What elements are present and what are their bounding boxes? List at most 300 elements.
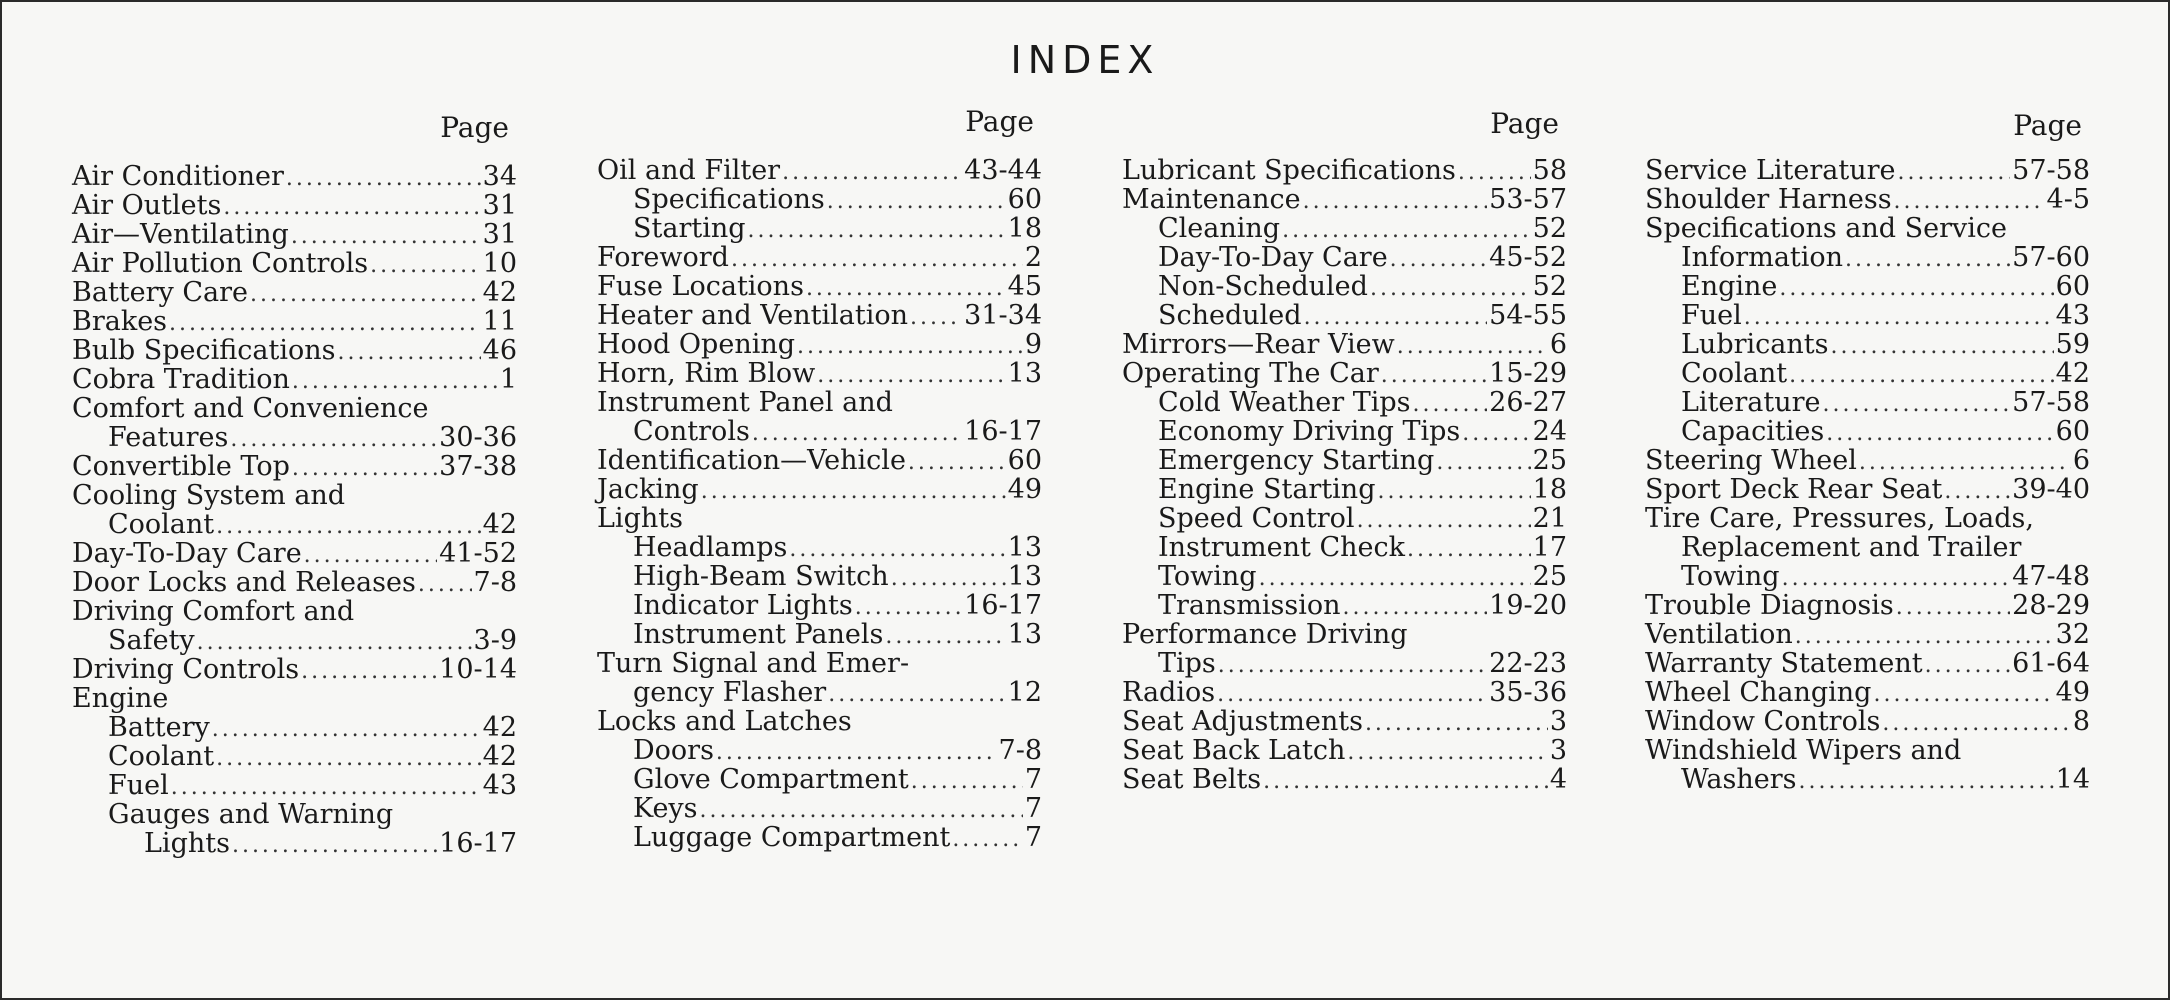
dot-leader — [1347, 738, 1547, 767]
entry-page-number: 43 — [2055, 300, 2090, 331]
dot-leader — [370, 251, 481, 280]
index-entry — [597, 388, 1042, 417]
entry-list — [597, 156, 1042, 852]
index-entry — [1645, 620, 2090, 649]
index-entry — [72, 539, 517, 568]
dot-leader — [748, 216, 1006, 245]
entry-page-number: 12 — [1007, 677, 1042, 708]
index-entry — [1645, 330, 2090, 359]
entry-label: Heater and Ventilation — [597, 300, 909, 331]
index-entry — [72, 307, 517, 336]
dot-leader — [230, 425, 437, 454]
dot-leader — [169, 309, 481, 338]
index-entry — [1645, 649, 2090, 678]
entry-label: Literature — [1681, 387, 1821, 418]
entry-page-number: 9 — [1024, 329, 1042, 360]
entry-label: Lights — [597, 503, 683, 534]
entry-list — [1122, 156, 1567, 794]
index-entry — [1122, 533, 1567, 562]
dot-leader — [1407, 535, 1531, 564]
index-entry — [597, 330, 1042, 359]
entry-label: Window Controls — [1645, 706, 1881, 737]
dot-leader — [701, 477, 1006, 506]
page-column-header: Page — [965, 105, 1034, 138]
entry-label: Keys — [633, 793, 698, 824]
dot-leader — [1217, 680, 1487, 709]
dot-leader — [1859, 448, 2071, 477]
entry-label: Battery — [108, 712, 210, 743]
entry-page-number: 6 — [2072, 445, 2090, 476]
entry-page-number: 57-58 — [2012, 155, 2090, 186]
index-entry — [72, 481, 517, 510]
dot-leader — [908, 448, 1006, 477]
entry-label: Day-To-Day Care — [72, 538, 302, 569]
dot-leader — [1304, 303, 1488, 332]
entry-label: Brakes — [72, 306, 168, 337]
entry-label: Windshield Wipers and — [1645, 735, 1962, 766]
entry-label: Battery Care — [72, 277, 249, 308]
index-entry — [597, 620, 1042, 649]
index-column-2 — [597, 105, 1042, 853]
entry-page-number: 31-34 — [964, 300, 1042, 331]
entry-page-number: 49 — [1007, 474, 1042, 505]
entry-page-number: 10 — [482, 248, 517, 279]
index-entry — [72, 336, 517, 365]
entry-label: Speed Control — [1158, 503, 1355, 534]
entry-page-number: 43 — [482, 770, 517, 801]
entry-page-number: 21 — [1532, 503, 1567, 534]
dot-leader — [827, 187, 1006, 216]
entry-page-number: 2 — [1024, 242, 1042, 273]
entry-list — [72, 162, 517, 858]
dot-leader — [1377, 477, 1530, 506]
dot-leader — [716, 738, 997, 767]
index-entry — [597, 504, 1042, 533]
dot-leader — [1882, 709, 2070, 738]
index-entry — [72, 800, 517, 829]
index-entry — [72, 742, 517, 771]
index-entry — [1122, 562, 1567, 591]
entry-page-number: 34 — [482, 161, 517, 192]
entry-page-number: 39-40 — [2012, 474, 2090, 505]
entry-page-number: 60 — [1007, 445, 1042, 476]
entry-label: Sport Deck Rear Seat — [1645, 474, 1943, 505]
dot-leader — [1282, 216, 1531, 245]
entry-label: Seat Adjustments — [1122, 706, 1363, 737]
entry-label: Turn Signal and Emer- — [597, 648, 910, 679]
entry-label: Indicator Lights — [633, 590, 853, 621]
dot-leader — [1343, 593, 1488, 622]
entry-label: Controls — [633, 416, 750, 447]
entry-label: Shoulder Harness — [1645, 184, 1892, 215]
entry-label: Day-To-Day Care — [1158, 242, 1388, 273]
index-entry — [1122, 156, 1567, 185]
entry-page-number: 61-64 — [2012, 648, 2090, 679]
index-entry — [597, 156, 1042, 185]
index-entry — [1122, 185, 1567, 214]
dot-leader — [1458, 158, 1531, 187]
index-entry — [1645, 736, 2090, 765]
entry-page-number: 16-17 — [439, 828, 517, 859]
index-entry — [1645, 533, 2090, 562]
entry-label: Air Outlets — [72, 190, 222, 221]
entry-label: Cobra Tradition — [72, 364, 290, 395]
entry-page-number: 7 — [1024, 764, 1042, 795]
index-entry — [72, 249, 517, 278]
index-entry — [1122, 272, 1567, 301]
entry-label: Replacement and Trailer — [1681, 532, 2022, 563]
dot-leader — [1263, 767, 1548, 796]
index-entry — [1122, 243, 1567, 272]
dot-leader — [952, 825, 1023, 854]
entry-page-number: 26-27 — [1489, 387, 1567, 418]
dot-leader — [1873, 680, 2053, 709]
index-entry — [72, 713, 517, 742]
index-entry — [597, 678, 1042, 707]
entry-label: Wheel Changing — [1645, 677, 1872, 708]
entry-page-number: 14 — [2055, 764, 2090, 795]
index-entry — [1645, 388, 2090, 417]
dot-leader — [223, 193, 480, 222]
entry-page-number: 42 — [482, 712, 517, 743]
dot-leader — [216, 744, 480, 773]
entry-label: gency Flasher — [633, 677, 827, 708]
index-entry — [72, 568, 517, 597]
entry-label: Jacking — [597, 474, 699, 505]
dot-leader — [806, 274, 1006, 303]
entry-page-number: 7-8 — [998, 735, 1042, 766]
entry-label: Specifications — [633, 184, 825, 215]
entry-page-number: 25 — [1532, 445, 1567, 476]
entry-label: Locks and Latches — [597, 706, 852, 737]
dot-leader — [1462, 419, 1530, 448]
entry-label: Instrument Check — [1158, 532, 1405, 563]
index-entry — [1645, 156, 2090, 185]
index-entry — [72, 365, 517, 394]
entry-page-number: 42 — [2055, 358, 2090, 389]
dot-leader — [197, 628, 472, 657]
entry-label: Starting — [633, 213, 746, 244]
index-entry — [1122, 707, 1567, 736]
entry-list — [1645, 156, 2090, 794]
index-entry — [1645, 504, 2090, 533]
index-entry — [1122, 504, 1567, 533]
entry-label: Mirrors—Rear View — [1122, 329, 1395, 360]
index-entry — [72, 626, 517, 655]
entry-label: Radios — [1122, 677, 1216, 708]
dot-leader — [1744, 303, 2054, 332]
entry-page-number: 28-29 — [2012, 590, 2090, 621]
index-entry — [1122, 591, 1567, 620]
index-entry — [72, 423, 517, 452]
entry-label: Driving Comfort and — [72, 596, 355, 627]
entry-label: Capacities — [1681, 416, 1825, 447]
entry-page-number: 4 — [1549, 764, 1567, 795]
dot-leader — [817, 361, 1005, 390]
dot-leader — [1944, 477, 2010, 506]
entry-page-number: 49 — [2055, 677, 2090, 708]
entry-page-number: 25 — [1532, 561, 1567, 592]
index-entry — [72, 510, 517, 539]
entry-page-number: 52 — [1532, 271, 1567, 302]
index-entry — [597, 272, 1042, 301]
entry-page-number: 13 — [1007, 619, 1042, 650]
index-entry — [1122, 417, 1567, 446]
entry-label: Transmission — [1158, 590, 1341, 621]
dot-leader — [1896, 593, 2010, 622]
entry-label: Coolant — [108, 509, 215, 540]
entry-page-number: 41-52 — [439, 538, 517, 569]
entry-label: Washers — [1681, 764, 1797, 795]
dot-leader — [1799, 767, 2054, 796]
entry-label: Instrument Panels — [633, 619, 884, 650]
index-entry — [72, 220, 517, 249]
dot-leader — [1795, 622, 2054, 651]
entry-label: Fuel — [108, 770, 169, 801]
index-entry — [597, 736, 1042, 765]
dot-leader — [700, 796, 1023, 825]
dot-leader — [752, 419, 962, 448]
entry-page-number: 30-36 — [439, 422, 517, 453]
entry-label: Steering Wheel — [1645, 445, 1857, 476]
index-entry — [72, 452, 517, 481]
entry-label: Foreword — [597, 242, 729, 273]
dot-leader — [828, 680, 1005, 709]
entry-page-number: 13 — [1007, 561, 1042, 592]
dot-leader — [232, 831, 437, 860]
index-entry — [72, 684, 517, 713]
index-entry — [1122, 388, 1567, 417]
dot-leader — [1303, 187, 1488, 216]
dot-leader — [418, 570, 472, 599]
index-entry — [72, 771, 517, 800]
entry-page-number: 15-29 — [1489, 358, 1567, 389]
index-entry — [1645, 707, 2090, 736]
entry-page-number: 18 — [1007, 213, 1042, 244]
entry-page-number: 58 — [1532, 155, 1567, 186]
entry-label: Door Locks and Releases — [72, 567, 416, 598]
entry-page-number: 3 — [1549, 706, 1567, 737]
entry-label: Scheduled — [1158, 300, 1302, 331]
dot-leader — [1830, 332, 2053, 361]
entry-page-number: 53-57 — [1489, 184, 1567, 215]
entry-page-number: 7 — [1024, 793, 1042, 824]
dot-leader — [1823, 390, 2011, 419]
index-entry — [1122, 214, 1567, 243]
entry-label: Instrument Panel and — [597, 387, 893, 418]
index-entry — [597, 475, 1042, 504]
dot-leader — [1218, 651, 1487, 680]
entry-label: Non-Scheduled — [1158, 271, 1368, 302]
entry-label: Engine — [72, 683, 169, 714]
entry-page-number: 60 — [1007, 184, 1042, 215]
entry-page-number: 11 — [482, 306, 517, 337]
dot-leader — [250, 280, 481, 309]
entry-label: Comfort and Convenience — [72, 393, 429, 424]
entry-label: Headlamps — [633, 532, 788, 563]
index-entry — [1122, 446, 1567, 475]
index-entry — [1645, 359, 2090, 388]
index-entry — [1122, 765, 1567, 794]
index-entry — [72, 597, 517, 626]
entry-page-number: 60 — [2055, 416, 2090, 447]
index-entry — [597, 591, 1042, 620]
entry-label: Oil and Filter — [597, 155, 781, 186]
dot-leader — [911, 767, 1023, 796]
index-entry — [597, 765, 1042, 794]
dot-leader — [1779, 274, 2053, 303]
entry-page-number: 18 — [1532, 474, 1567, 505]
index-entry — [1645, 272, 2090, 301]
entry-label: Engine Starting — [1158, 474, 1376, 505]
index-entry — [72, 162, 517, 191]
entry-label: Luggage Compartment — [633, 822, 951, 853]
entry-label: Fuse Locations — [597, 271, 804, 302]
entry-label: Gauges and Warning — [108, 799, 394, 830]
index-entry — [1122, 359, 1567, 388]
entry-page-number: 16-17 — [964, 590, 1042, 621]
dot-leader — [789, 535, 1005, 564]
entry-page-number: 10-14 — [439, 654, 517, 685]
entry-page-number: 43-44 — [964, 155, 1042, 186]
entry-label: Lubricants — [1681, 329, 1829, 360]
entry-label: Features — [108, 422, 229, 453]
dot-leader — [1390, 245, 1487, 274]
entry-label: Warranty Statement — [1645, 648, 1923, 679]
entry-page-number: 52 — [1532, 213, 1567, 244]
index-entry — [597, 794, 1042, 823]
entry-page-number: 37-38 — [439, 451, 517, 482]
index-entry — [1645, 562, 2090, 591]
entry-label: Seat Belts — [1122, 764, 1262, 795]
entry-page-number: 4-5 — [2046, 184, 2090, 215]
dot-leader — [1370, 274, 1531, 303]
index-entry — [1122, 301, 1567, 330]
entry-label: Bulb Specifications — [72, 335, 336, 366]
index-entry — [597, 359, 1042, 388]
entry-page-number: 17 — [1532, 532, 1567, 563]
entry-label: Information — [1681, 242, 1844, 273]
entry-label: Hood Opening — [597, 329, 796, 360]
index-entry — [597, 533, 1042, 562]
entry-page-number: 57-60 — [2012, 242, 2090, 273]
entry-label: Economy Driving Tips — [1158, 416, 1461, 447]
entry-label: Service Literature — [1645, 155, 1896, 186]
entry-label: Performance Driving — [1122, 619, 1408, 650]
entry-label: Emergency Starting — [1158, 445, 1435, 476]
dot-leader — [1436, 448, 1530, 477]
entry-label: Operating The Car — [1122, 358, 1379, 389]
entry-label: Lubricant Specifications — [1122, 155, 1456, 186]
index-entry — [597, 446, 1042, 475]
dot-leader — [782, 158, 962, 187]
entry-page-number: 54-55 — [1489, 300, 1567, 331]
entry-page-number: 59 — [2055, 329, 2090, 360]
entry-page-number: 46 — [482, 335, 517, 366]
entry-label: Cold Weather Tips — [1158, 387, 1411, 418]
dot-leader — [1413, 390, 1488, 419]
index-entry — [1645, 446, 2090, 475]
index-entry — [72, 394, 517, 423]
index-entry — [72, 655, 517, 684]
index-entry — [1645, 417, 2090, 446]
dot-leader — [1365, 709, 1548, 738]
entry-page-number: 13 — [1007, 358, 1042, 389]
index-entry — [1645, 185, 2090, 214]
dot-leader — [1897, 158, 2010, 187]
entry-page-number: 7 — [1024, 822, 1042, 853]
entry-page-number: 1 — [499, 364, 517, 395]
entry-label: Trouble Diagnosis — [1645, 590, 1894, 621]
index-column-3 — [1122, 108, 1567, 794]
dot-leader — [1789, 361, 2053, 390]
entry-label: Coolant — [1681, 358, 1788, 389]
dot-leader — [216, 512, 480, 541]
entry-label: Air—Ventilating — [72, 219, 289, 250]
entry-page-number: 8 — [2072, 706, 2090, 737]
entry-page-number: 45 — [1007, 271, 1042, 302]
entry-page-number: 16-17 — [964, 416, 1042, 447]
dot-leader — [171, 773, 481, 802]
index-entry — [597, 417, 1042, 446]
index-entry — [1122, 678, 1567, 707]
entry-page-number: 13 — [1007, 532, 1042, 563]
entry-page-number: 24 — [1532, 416, 1567, 447]
dot-leader — [1381, 361, 1487, 390]
index-entry — [1645, 214, 2090, 243]
dot-leader — [891, 564, 1006, 593]
index-entry — [72, 829, 517, 858]
index-entry — [1645, 301, 2090, 330]
dot-leader — [1357, 506, 1531, 535]
dot-leader — [292, 454, 437, 483]
dot-leader — [304, 541, 437, 570]
index-entry — [1122, 330, 1567, 359]
index-entry — [72, 278, 517, 307]
dot-leader — [212, 715, 481, 744]
entry-label: Air Pollution Controls — [72, 248, 369, 279]
entry-page-number: 31 — [482, 219, 517, 250]
entry-label: Maintenance — [1122, 184, 1301, 215]
dot-leader — [1259, 564, 1531, 593]
entry-page-number: 6 — [1549, 329, 1567, 360]
page-title: INDEX — [1010, 38, 1160, 82]
index-entry — [1645, 678, 2090, 707]
entry-label: Specifications and Service — [1645, 213, 2008, 244]
dot-leader — [885, 622, 1005, 651]
index-entry — [597, 649, 1042, 678]
dot-leader — [1845, 245, 2010, 274]
index-entry — [597, 823, 1042, 852]
index-entry — [1645, 243, 2090, 272]
index-entry — [1122, 475, 1567, 504]
index-column-4 — [1645, 108, 2090, 794]
entry-label: Tips — [1158, 648, 1216, 679]
entry-label: Air Conditioner — [72, 161, 284, 192]
index-entry — [597, 243, 1042, 272]
entry-page-number: 19-20 — [1489, 590, 1567, 621]
entry-page-number: 32 — [2055, 619, 2090, 650]
index-entry — [1122, 736, 1567, 765]
dot-leader — [1925, 651, 2011, 680]
entry-page-number: 57-58 — [2012, 387, 2090, 418]
page-column-header: Page — [2013, 109, 2082, 142]
page-column-header: Page — [1490, 107, 1559, 140]
entry-label: Fuel — [1681, 300, 1742, 331]
entry-label: Horn, Rim Blow — [597, 358, 816, 389]
entry-page-number: 42 — [482, 277, 517, 308]
entry-page-number: 47-48 — [2012, 561, 2090, 592]
